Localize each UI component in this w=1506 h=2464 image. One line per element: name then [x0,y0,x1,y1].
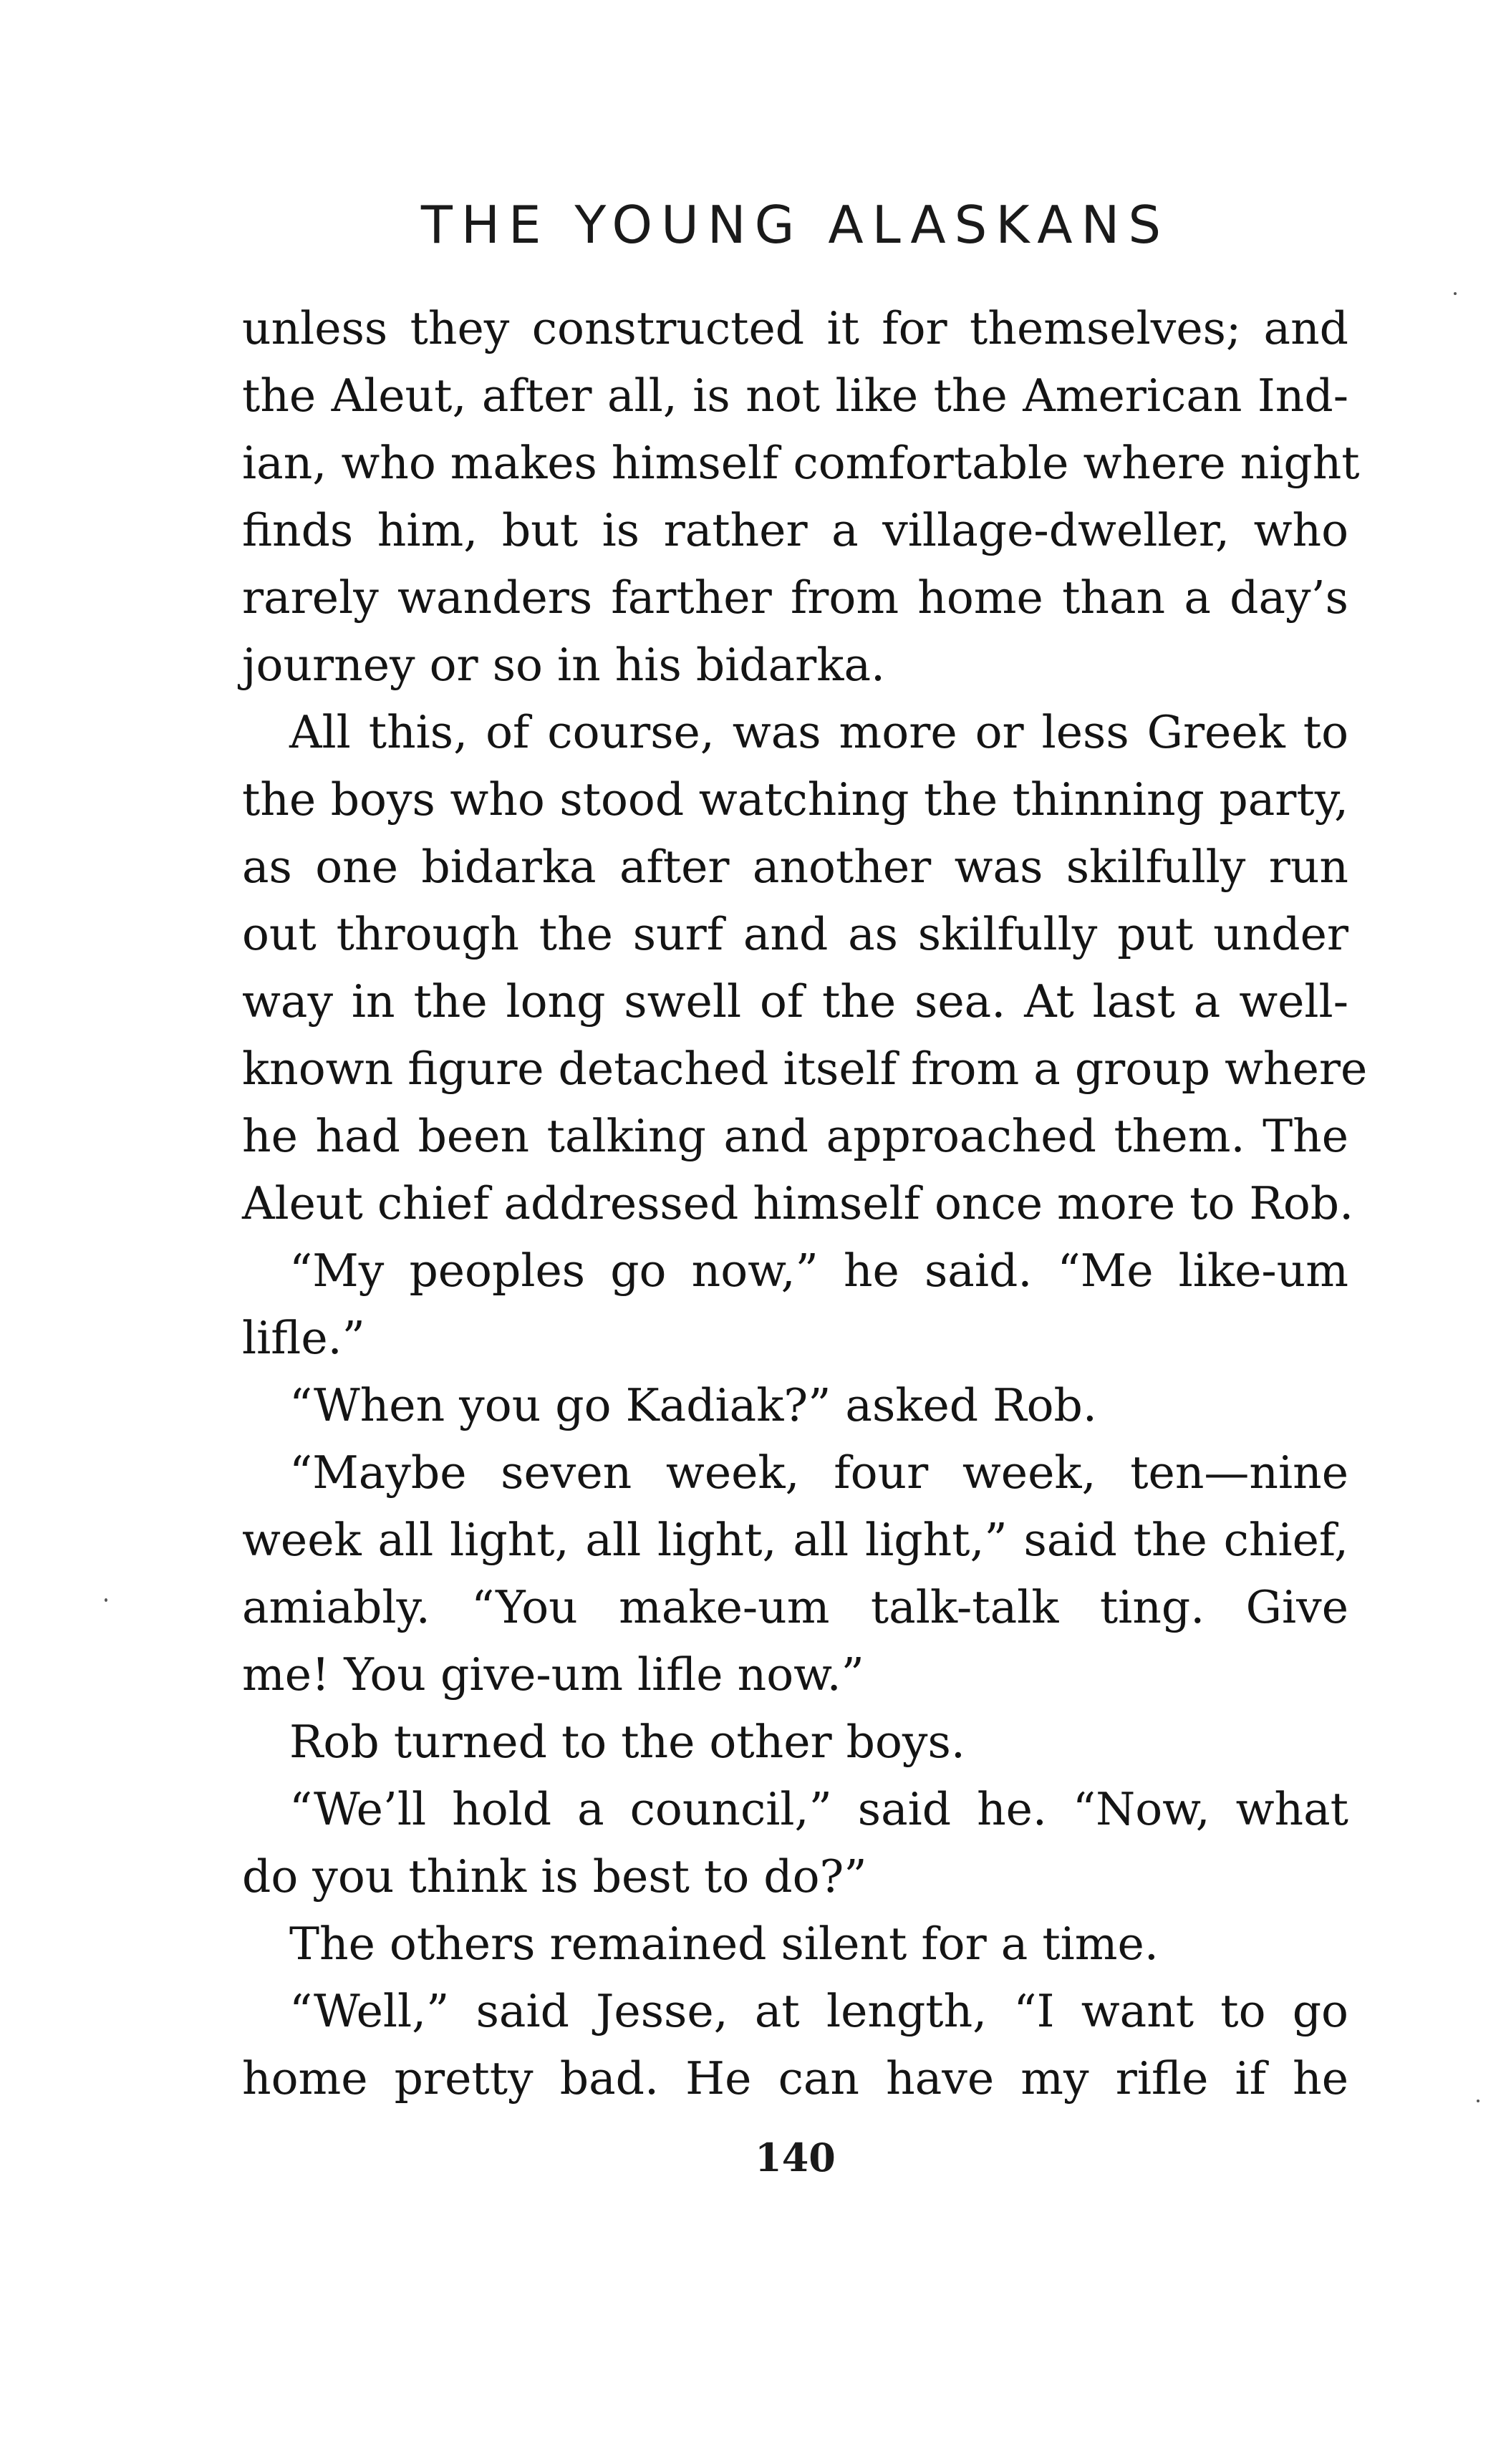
text-line: the boys who stood watching the thinning party, [242,773,1348,826]
running-head: THE YOUNG ALASKANS [420,195,1170,255]
scan-speck [1454,292,1457,295]
text-line: The others remained silent for a time. [289,1918,1159,1970]
text-line: Rob turned to the other boys. [289,1716,965,1768]
text-line: “We’ll hold a council,” said he. “Now, what [289,1783,1348,1835]
text-line: finds him, but is rather a village-dweller, who [242,504,1348,556]
text-line: home pretty bad. He can have my rifle if he [242,2052,1348,2105]
text-line: way in the long swell of the sea. At last a well- [242,975,1348,1028]
body-text [242,295,1368,2112]
text-line: “Maybe seven week, four week, ten—nine [289,1446,1348,1499]
text-line: lifle.” [242,1312,365,1364]
text-line: me! You give-um lifle now.” [242,1648,864,1701]
text-line: out through the surf and as skilfully put under [242,908,1348,960]
text-line: rarely wanders farther from home than a day’s [242,571,1348,624]
text-line: do you think is best to do?” [242,1850,867,1903]
text-line: as one bidarka after another was skilfully run [242,841,1348,893]
text-line: “When you go Kadiak?” asked Rob. [289,1379,1097,1431]
text-line: week all light, all light, all light,” said the chief, [242,1514,1348,1566]
text-line: Aleut chief addressed himself once more to Rob. [242,1177,1354,1229]
text-line: the Aleut, after all, is not like the American Ind- [242,369,1348,422]
page-number: 140 [755,2135,836,2180]
scan-speck [1477,2100,1480,2102]
text-line: amiably. “You make-um talk-talk ting. Give [242,1581,1348,1633]
scan-speck [105,1598,107,1602]
text-line: “My peoples go now,” he said. “Me like-um [289,1245,1348,1297]
text-line: ian, who makes himself comfortable where night [242,437,1360,489]
text-line: unless they constructed it for themselves; and [242,302,1348,354]
text-line: journey or so in his bidarka. [242,639,886,691]
text-line: “Well,” said Jesse, at length, “I want to go [289,1985,1348,2037]
text-line: he had been talking and approached them. The [242,1110,1348,1162]
text-line: known figure detached itself from a group where [242,1043,1368,1095]
text-line: All this, of course, was more or less Greek to [289,706,1348,758]
